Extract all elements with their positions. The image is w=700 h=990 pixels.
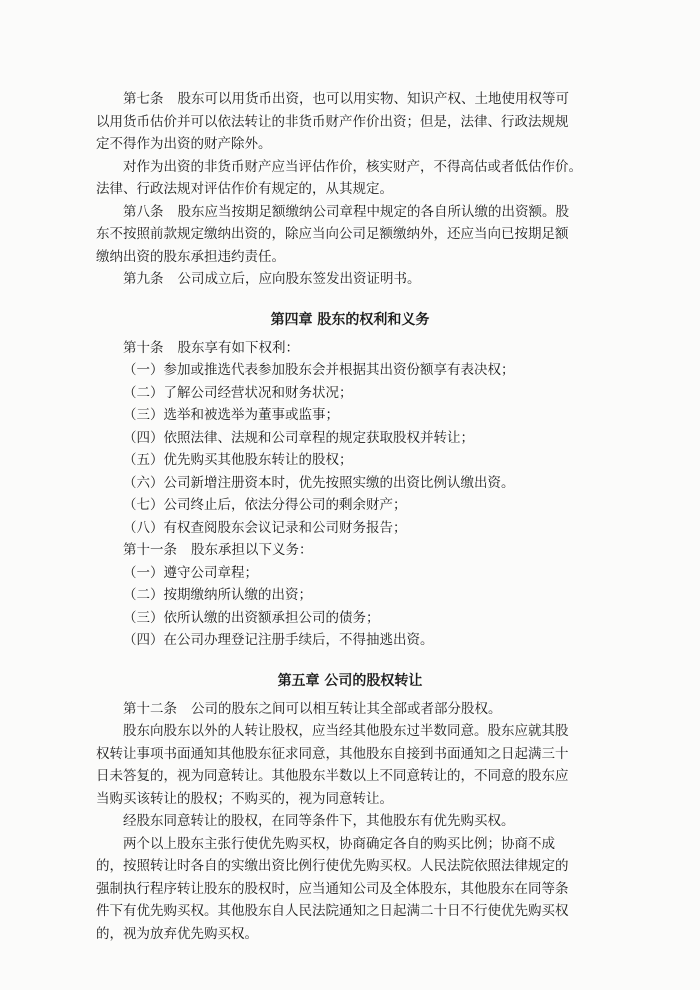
article-10-item-7: （七）公司终止后，依法分得公司的剩余财产； <box>123 497 407 513</box>
article-12-para4-line-5: 的，视为放弃优先购买权。 <box>96 925 258 942</box>
chapter-5-heading: 第五章 公司的股权转让 <box>277 672 423 689</box>
article-9 <box>96 268 604 291</box>
article-7-line-3: 定不得作为出资的财产除外。 <box>96 136 272 152</box>
article-8-line-3: 缴纳出资的股东承担违约责任。 <box>96 248 285 265</box>
article-12-para3: 经股东同意转让的股权，在同等条件下，其他股东有优先购买权。 <box>123 813 515 829</box>
article-10-item-6: （六）公司新增注册资本时，优先按照实缴的出资比例认缴出资。 <box>123 474 515 491</box>
article-12-para2-line-3: 日未答复的，视为同意转让。其他股东半数以上不同意转让的，不同意的股东应 <box>96 768 569 784</box>
article-7-line-1: 第七条 股东可以用货币出资，也可以用实物、知识产权、土地使用权等可 <box>123 91 569 107</box>
article-9-label: 第九条 <box>123 271 164 287</box>
article-11-item-4: （四）在公司办理登记注册手续后，不得抽逃出资。 <box>123 632 434 648</box>
article-8 <box>96 201 604 269</box>
article-8-label: 第八条 <box>123 203 164 220</box>
article-12-para2-line-2: 权转让事项书面通知其他股东征求同意，其他股东自接到书面通知之日起满三十 <box>96 745 569 762</box>
article-10-item-5: （五）优先购买其他股东转让的股权； <box>123 452 353 468</box>
article-8-line-1: 第八条 股东应当按期足额缴纳公司章程中规定的各自所认缴的出资额。股 <box>123 203 569 220</box>
article-7-line-2: 以用货币估价并可以依法转让的非货币财产作价出资；但是，法律、行政法规规 <box>96 113 569 130</box>
article-10-item-1: （一）参加或推选代表参加股东会并根据其出资份额享有表决权； <box>123 362 515 378</box>
article-11-item-1: （一）遵守公司章程； <box>123 564 258 581</box>
article-11-intro: 第十一条 股东承担以下义务： <box>123 542 313 558</box>
article-12-intro: 第十二条 公司的股东之间可以相互转让其全部或者部分股权。 <box>123 700 502 717</box>
article-11 <box>96 539 604 652</box>
article-12-para4-line-4: 件下有优先购买权。其他股东自人民法院通知之日起满二十日不行使优先购买权 <box>96 903 569 919</box>
article-12-para4-line-3: 强制执行程序转让股东的股权时，应当通知公司及全体股东，其他股东在同等条 <box>96 880 569 897</box>
article-7-para2-line-1: 对作为出资的非货币财产应当评估作价，核实财产，不得高估或者低估作价。 <box>123 158 582 175</box>
article-11-item-2: （二）按期缴纳所认缴的出资； <box>123 587 312 603</box>
article-12-para2-line-4: 当购买该转让的股权；不购买的，视为同意转让。 <box>96 790 393 807</box>
article-12-para2-line-1: 股东向股东以外的人转让股权，应当经其他股东过半数同意。股东应就其股 <box>123 723 569 739</box>
article-10-label: 第十条 <box>123 339 164 356</box>
article-10-item-3: （三）选举和被选举为董事或监事； <box>123 407 339 423</box>
article-8-line-2: 东不按照前款规定缴纳出资的，除应当向公司足额缴纳外，还应当向已按期足额 <box>96 226 569 242</box>
article-12 <box>96 698 604 946</box>
article-10 <box>96 337 604 540</box>
article-12-label: 第十二条 <box>123 700 177 717</box>
article-7 <box>96 88 604 201</box>
article-10-intro: 第十条 股东享有如下权利： <box>123 339 299 356</box>
article-10-item-8: （八）有权查阅股东会议记录和公司财务报告； <box>123 519 407 536</box>
article-12-para4-line-1: 两个以上股东主张行使优先购买权，协商确定各自的购买比例；协商不成 <box>123 835 555 852</box>
article-11-item-3: （三）依所认缴的出资额承担公司的债务； <box>123 609 380 626</box>
article-9-line-1: 第九条 公司成立后，应向股东签发出资证明书。 <box>123 271 421 287</box>
article-7-para2-line-2: 法律、行政法规对评估作价有规定的，从其规定。 <box>96 181 393 197</box>
article-10-item-4: （四）依照法律、法规和公司章程的规定获取股权并转让； <box>123 429 474 446</box>
article-7-label: 第七条 <box>123 91 164 107</box>
article-11-label: 第十一条 <box>123 542 177 558</box>
article-10-item-2: （二）了解公司经营状况和财务状况； <box>123 384 353 401</box>
chapter-4-heading: 第四章 股东的权利和义务 <box>270 311 430 328</box>
article-12-para4-line-2: 的，按照转让时各自的实缴出资比例行使优先购买权。人民法院依照法律规定的 <box>96 858 569 874</box>
